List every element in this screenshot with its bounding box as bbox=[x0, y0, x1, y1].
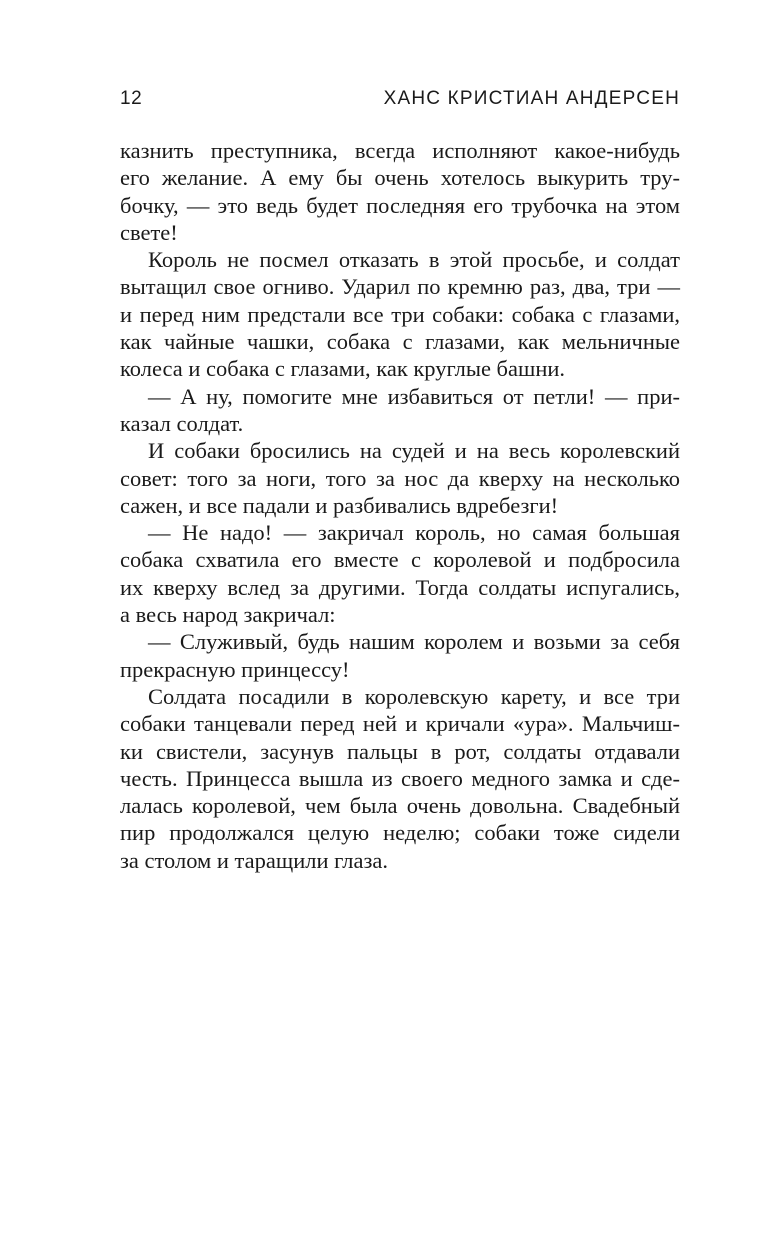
text-line: пир продолжался целую неделю; собаки тоже сидели bbox=[120, 820, 680, 846]
text-line: прекрасную принцессу! bbox=[120, 656, 350, 682]
text-line: Король не посмел отказать в этой просьбе, и солдат bbox=[148, 247, 680, 273]
text-line: ки свистели, засунув пальцы в рот, солдаты отдавали bbox=[120, 738, 680, 764]
running-head-author: ХАНС КРИСТИАН АНДЕРСЕН bbox=[383, 88, 680, 109]
text-line: их кверху вслед за другими. Тогда солдаты испугались, bbox=[120, 574, 680, 600]
text-line: а весь народ закричал: bbox=[120, 602, 336, 628]
page-header bbox=[120, 88, 680, 116]
text-line: лалась королевой, чем была очень довольна. Свадебный bbox=[120, 793, 680, 819]
text-line: бочку, — это ведь будет последняя его трубочка на этом bbox=[120, 192, 680, 218]
body-text bbox=[120, 137, 680, 874]
text-line: честь. Принцесса вышла из своего медного замка и сде- bbox=[120, 765, 680, 791]
text-line: сажен, и все падали и разбивались вдребезги! bbox=[120, 492, 559, 518]
text-line: казал солдат. bbox=[120, 410, 244, 436]
text-line: И собаки бросились на судей и на весь королевский bbox=[148, 438, 680, 464]
text-line: совет: того за ноги, того за нос да кверху на несколько bbox=[120, 465, 680, 491]
page-number: 12 bbox=[120, 88, 143, 109]
text-line: его желание. А ему бы очень хотелось выкурить тру- bbox=[120, 165, 680, 191]
text-line: собаки танцевали перед ней и кричали «ура». Мальчиш- bbox=[120, 711, 680, 737]
text-line: — Служивый, будь нашим королем и возьми за себя bbox=[148, 629, 680, 655]
text-line: и перед ним предстали все три собаки: собака с глазами, bbox=[120, 301, 680, 327]
text-line: — Не надо! — закричал король, но самая большая bbox=[148, 520, 680, 546]
text-line: казнить преступника, всегда исполняют какое-нибудь bbox=[120, 138, 680, 163]
text-line: Солдата посадили в королевскую карету, и все три bbox=[148, 683, 680, 709]
text-line: за столом и таращили глаза. bbox=[120, 847, 388, 873]
text-line: как чайные чашки, собака с глазами, как мельничные bbox=[120, 329, 680, 355]
text-line: колеса и собака с глазами, как круглые башни. bbox=[120, 356, 566, 382]
text-line: собака схватила его вместе с королевой и подбросила bbox=[120, 547, 680, 573]
text-line: вытащил свое огниво. Ударил по кремню раз, два, три — bbox=[120, 274, 680, 300]
text-line: свете! bbox=[120, 219, 178, 245]
text-line: — А ну, помогите мне избавиться от петли! — при- bbox=[148, 383, 680, 409]
